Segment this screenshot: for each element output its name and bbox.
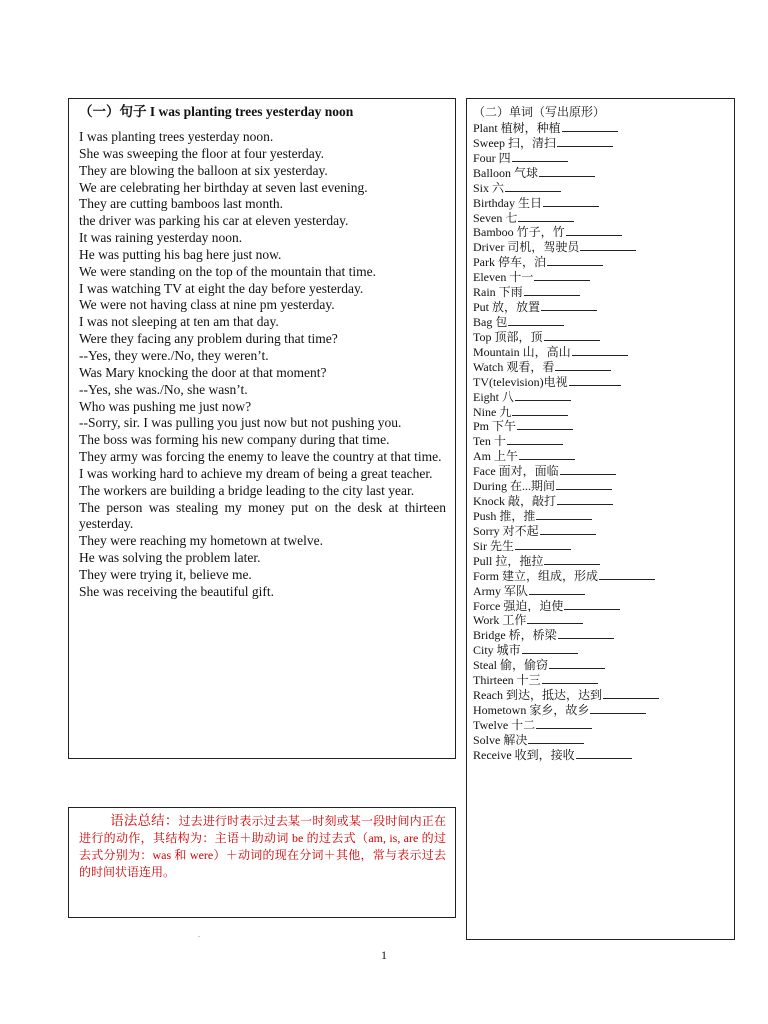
vocabulary-item bbox=[473, 672, 728, 687]
sentence-line: I was planting trees yesterday noon. bbox=[79, 129, 274, 144]
vocabulary-word: Twelve 十二 bbox=[473, 717, 536, 732]
vocabulary-item bbox=[473, 642, 728, 657]
sentence-line: They army was forcing the enemy to leave the country at that time. bbox=[79, 449, 442, 465]
vocabulary-word: Face 面对，面临 bbox=[473, 464, 559, 479]
vocabulary-word: Watch 观看，看 bbox=[473, 359, 555, 374]
vocabulary-word: During 在...期间 bbox=[473, 479, 555, 494]
answer-blank[interactable] bbox=[580, 239, 636, 251]
sentence-line: He was solving the problem later. bbox=[79, 550, 261, 566]
answer-blank[interactable] bbox=[507, 433, 563, 445]
vocabulary-item bbox=[473, 612, 728, 627]
vocabulary-item bbox=[473, 478, 728, 493]
vocabulary-item bbox=[473, 433, 728, 448]
sentence-line: Was Mary knocking the door at that moment? bbox=[79, 364, 327, 380]
sentence-line: Who was pushing me just now? bbox=[79, 398, 252, 414]
answer-blank[interactable] bbox=[560, 463, 616, 475]
vocabulary-word: Solve 解决 bbox=[473, 732, 528, 747]
answer-blank[interactable] bbox=[540, 523, 596, 535]
answer-blank[interactable] bbox=[544, 329, 600, 341]
vocabulary-word: Eight 八 bbox=[473, 389, 514, 404]
answer-blank[interactable] bbox=[517, 418, 573, 430]
vocabulary-word: Bag 包 bbox=[473, 314, 508, 329]
sentence-line: The person was stealing my money put on the desk at thirteen yesterday. bbox=[79, 499, 446, 532]
vocabulary-word: Four 四 bbox=[473, 150, 511, 165]
sentences-panel bbox=[68, 98, 456, 759]
answer-blank[interactable] bbox=[603, 687, 659, 699]
grammar-note bbox=[79, 812, 446, 881]
vocabulary-word: Balloon 气球 bbox=[473, 165, 538, 180]
answer-blank[interactable] bbox=[505, 180, 561, 192]
vocabulary-list bbox=[473, 120, 728, 762]
sentence-line: We were not having class at nine pm yesterday. bbox=[79, 297, 335, 313]
vocabulary-word: Steal 偷，偷窃 bbox=[473, 658, 548, 673]
vocabulary-word: Driver 司机，驾驶员 bbox=[473, 240, 580, 255]
answer-blank[interactable] bbox=[512, 404, 568, 416]
answer-blank[interactable] bbox=[515, 389, 571, 401]
vocabulary-word: Put 放，放置 bbox=[473, 300, 541, 314]
vocabulary-panel bbox=[466, 98, 735, 940]
vocabulary-word: Am 上午 bbox=[473, 449, 519, 464]
vocabulary-word: Work 工作 bbox=[473, 613, 527, 628]
answer-blank[interactable] bbox=[522, 642, 578, 654]
sentence-line: I was not sleeping at ten am that day. bbox=[79, 314, 279, 330]
vocabulary-word: Sir 先生 bbox=[473, 538, 515, 553]
vocabulary-item bbox=[473, 687, 728, 702]
answer-blank[interactable] bbox=[508, 314, 564, 326]
sentence-line: I was watching TV at eight the day before yesterday. bbox=[79, 280, 364, 296]
answer-blank[interactable] bbox=[518, 210, 574, 222]
sentence-line: I was working hard to achieve my dream of being a great teacher. bbox=[79, 465, 433, 481]
vocabulary-word: Six 六 bbox=[473, 180, 505, 195]
vocabulary-word: Bamboo 竹子，竹 bbox=[473, 225, 565, 240]
vocabulary-word: Army 军队 bbox=[473, 583, 528, 598]
vocabulary-item bbox=[473, 120, 728, 135]
answer-blank[interactable] bbox=[562, 120, 618, 132]
sentence-list bbox=[79, 129, 446, 601]
vocabulary-word: Bridge 桥，桥梁 bbox=[473, 628, 557, 643]
vocabulary-item bbox=[473, 448, 728, 463]
vocabulary-word: Push 推，推 bbox=[473, 508, 536, 523]
sentence-line: --Sorry, sir. I was pulling you just now but not pushing you. bbox=[79, 415, 402, 431]
answer-blank[interactable] bbox=[590, 702, 646, 714]
vocabulary-item bbox=[473, 239, 728, 254]
vocabulary-item bbox=[473, 404, 728, 419]
sentence-line: The boss was forming his new company during that time. bbox=[79, 432, 390, 448]
vocabulary-item bbox=[473, 374, 728, 389]
answer-blank[interactable] bbox=[519, 448, 575, 460]
vocabulary-word: Thirteen 十三 bbox=[473, 673, 541, 688]
answer-blank[interactable] bbox=[572, 344, 628, 356]
vocabulary-word: Seven 七 bbox=[473, 210, 518, 225]
vocabulary-item bbox=[473, 553, 728, 568]
sentence-line: Were they facing any problem during that time? bbox=[79, 331, 338, 347]
sentence-line: They are cutting bamboos last month. bbox=[79, 196, 283, 212]
answer-blank[interactable] bbox=[515, 538, 571, 550]
answer-blank[interactable] bbox=[566, 224, 622, 236]
answer-blank[interactable] bbox=[555, 359, 611, 371]
sentence-line: We are celebrating her birthday at seven last evening. bbox=[79, 179, 368, 195]
vocabulary-item bbox=[473, 210, 728, 225]
vocabulary-item bbox=[473, 180, 728, 195]
vocabulary-item bbox=[473, 508, 728, 523]
answer-blank[interactable] bbox=[549, 657, 605, 669]
vocabulary-item bbox=[473, 254, 728, 269]
vocabulary-item bbox=[473, 523, 728, 538]
vocabulary-word: Sweep 扫，清扫 bbox=[473, 135, 556, 150]
vocabulary-word: Sorry 对不起 bbox=[473, 523, 539, 538]
answer-blank[interactable] bbox=[569, 374, 621, 386]
vocabulary-item bbox=[473, 418, 728, 433]
answer-blank[interactable] bbox=[528, 732, 584, 744]
sentence-line: She was sweeping the floor at four yesterday. bbox=[79, 145, 325, 161]
vocabulary-word: Knock 敲，敲打 bbox=[473, 494, 556, 508]
vocabulary-title: （二）单词（写出原形） bbox=[473, 105, 606, 119]
answer-blank[interactable] bbox=[541, 299, 597, 311]
vocabulary-word: Top 顶部，顶 bbox=[473, 329, 543, 344]
answer-blank[interactable] bbox=[544, 553, 600, 565]
vocabulary-item bbox=[473, 463, 728, 478]
vocabulary-word: Rain 下雨 bbox=[473, 285, 523, 300]
vocabulary-item bbox=[473, 568, 728, 583]
vocabulary-item bbox=[473, 195, 728, 210]
vocabulary-word: Plant 植树，种植 bbox=[473, 121, 561, 135]
vocabulary-item bbox=[473, 747, 728, 762]
vocabulary-item bbox=[473, 224, 728, 239]
vocabulary-item bbox=[473, 359, 728, 374]
grammar-note-text: 过去进行时表示过去某一时刻或某一段时间内正在进行的动作，其结构为：主语＋助动词 be 的过去式（am, is, are 的过去式分别为：was 和 were）＋动词的现在分词＋其他，常与表示过去的时间状语连用。 bbox=[79, 814, 446, 879]
vocabulary-word: Eleven 十一 bbox=[473, 270, 534, 285]
vocabulary-item bbox=[473, 314, 728, 329]
answer-blank[interactable] bbox=[524, 284, 580, 296]
answer-blank[interactable] bbox=[599, 568, 655, 580]
sentence-line: We were standing on the top of the mountain that time. bbox=[79, 263, 376, 279]
answer-blank[interactable] bbox=[539, 165, 595, 177]
vocabulary-word: Nine 九 bbox=[473, 404, 512, 419]
answer-blank[interactable] bbox=[512, 150, 568, 162]
vocabulary-item bbox=[473, 284, 728, 299]
vocabulary-item bbox=[473, 389, 728, 404]
answer-blank[interactable] bbox=[556, 478, 612, 490]
vocabulary-item bbox=[473, 583, 728, 598]
answer-blank[interactable] bbox=[576, 747, 632, 759]
vocabulary-word: Ten 十 bbox=[473, 434, 506, 449]
sentence-line: --Yes, they were./No, they weren’t. bbox=[79, 347, 269, 363]
answer-blank[interactable] bbox=[527, 612, 583, 624]
vocabulary-item bbox=[473, 150, 728, 165]
vocabulary-word: Hometown 家乡，故乡 bbox=[473, 702, 590, 717]
vocabulary-word: Pull 拉，拖拉 bbox=[473, 553, 544, 568]
vocabulary-word: Birthday 生日 bbox=[473, 195, 542, 210]
vocabulary-item bbox=[473, 732, 728, 747]
sentence-line: She was receiving the beautiful gift. bbox=[79, 583, 274, 599]
vocabulary-item bbox=[473, 269, 728, 284]
vocabulary-item bbox=[473, 598, 728, 613]
answer-blank[interactable] bbox=[534, 269, 590, 281]
vocabulary-item bbox=[473, 299, 728, 314]
answer-blank[interactable] bbox=[557, 493, 613, 505]
vocabulary-item bbox=[473, 165, 728, 180]
sentence-line: They were trying it, believe me. bbox=[79, 566, 252, 582]
sentence-line: He was putting his bag here just now. bbox=[79, 246, 282, 262]
vocabulary-item bbox=[473, 717, 728, 732]
vocabulary-item bbox=[473, 657, 728, 672]
vocabulary-word: City 城市 bbox=[473, 643, 521, 658]
sentence-line: They were reaching my hometown at twelve. bbox=[79, 533, 324, 549]
vocabulary-word: Mountain 山，高山 bbox=[473, 344, 571, 359]
answer-blank[interactable] bbox=[529, 583, 585, 595]
answer-blank[interactable] bbox=[558, 627, 614, 639]
answer-blank[interactable] bbox=[536, 508, 592, 520]
vocabulary-word: Reach 到达，抵达，达到 bbox=[473, 688, 602, 702]
answer-blank[interactable] bbox=[543, 195, 599, 207]
answer-blank[interactable] bbox=[557, 135, 613, 147]
vocabulary-item bbox=[473, 627, 728, 642]
sentence-line: The workers are building a bridge leading to the city last year. bbox=[79, 482, 415, 498]
answer-blank[interactable] bbox=[536, 717, 592, 729]
vocabulary-word: Form 建立，组成，形成 bbox=[473, 568, 599, 583]
vocabulary-item bbox=[473, 329, 728, 344]
vocabulary-word: Receive 收到，接收 bbox=[473, 747, 575, 762]
vocabulary-word: Pm 下午 bbox=[473, 419, 517, 434]
section-title: （一）句子 I was planting trees yesterday noon bbox=[79, 104, 354, 119]
vocabulary-item bbox=[473, 135, 728, 150]
vocabulary-item bbox=[473, 702, 728, 717]
answer-blank[interactable] bbox=[542, 672, 598, 684]
grammar-note-lead: 语法总结： bbox=[110, 813, 179, 828]
answer-blank[interactable] bbox=[564, 598, 620, 610]
sentence-line: It was raining yesterday noon. bbox=[79, 230, 243, 246]
sentence-line: They are blowing the balloon at six yesterday. bbox=[79, 162, 328, 178]
vocabulary-item bbox=[473, 493, 728, 508]
vocabulary-word: Park 停车，泊 bbox=[473, 255, 546, 270]
page-number: 1 bbox=[381, 948, 387, 962]
answer-blank[interactable] bbox=[547, 254, 603, 266]
grammar-note-panel bbox=[68, 807, 456, 918]
vocabulary-word: TV(television)电视 bbox=[473, 374, 568, 389]
vocabulary-item bbox=[473, 344, 728, 359]
vocabulary-item bbox=[473, 538, 728, 553]
sentence-line: the driver was parking his car at eleven yesterday. bbox=[79, 213, 349, 229]
stray-mark: . bbox=[198, 930, 200, 939]
vocabulary-word: Force 强迫，迫使 bbox=[473, 598, 564, 613]
sentence-line: --Yes, she was./No, she wasn’t. bbox=[79, 381, 248, 397]
